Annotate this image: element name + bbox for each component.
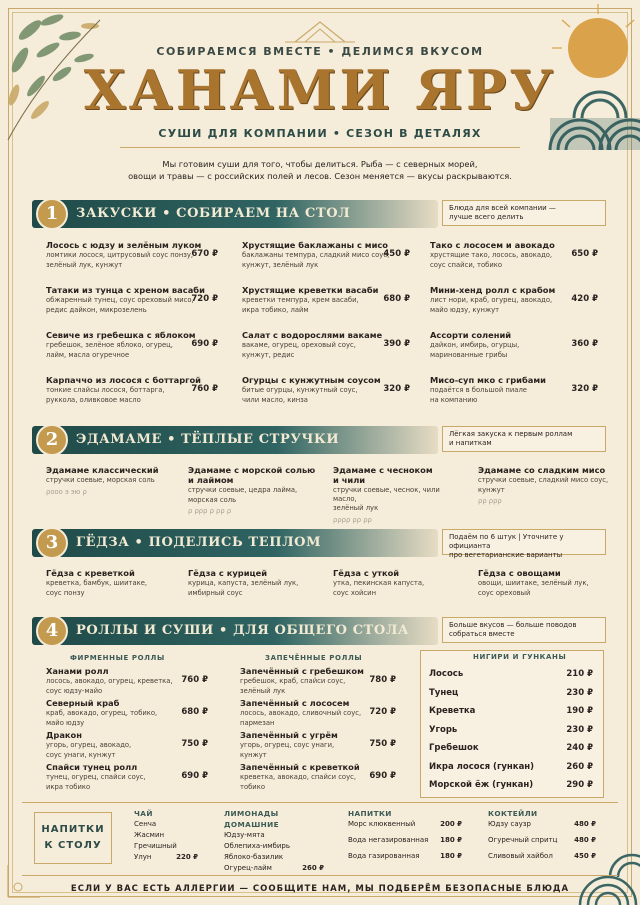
nigiri-price: 190 ₽ [566, 706, 593, 716]
drinks-label [34, 812, 112, 864]
menu-item [46, 375, 218, 404]
nigiri-row [429, 743, 593, 753]
item-price: 690 ₽ [191, 339, 218, 349]
section-title: ЭДАМАМЕ • ТЁПЛЫЕ СТРУЧКИ [76, 432, 340, 447]
item-description: овощи, шиитаке, зелёный лук, [478, 579, 589, 587]
nigiri-price: 260 ₽ [566, 761, 593, 772]
menu-item [240, 762, 396, 791]
drinks-label-line: НАПИТКИ [41, 824, 105, 835]
item-description: соус понзу [46, 588, 85, 597]
section-number: 1 [36, 198, 68, 230]
item-price: 670 ₽ [191, 249, 218, 259]
item-description: краб, авокадо, огурец, тобико, [46, 709, 158, 717]
drink-item [134, 841, 198, 852]
section-number: 3 [36, 527, 68, 559]
nigiri-name: Тунец [429, 687, 459, 698]
menu-item [240, 698, 396, 727]
menu-item [430, 330, 598, 359]
drink-item [224, 841, 324, 852]
drinks-column-head: КОКТЕЙЛИ [488, 809, 538, 818]
item-price: 750 ₽ [181, 739, 208, 749]
item-description: маринованные грибы [430, 350, 508, 359]
nigiri-name: Лосось [429, 669, 464, 679]
intro-text [110, 158, 530, 182]
drink-name: Яблоко-базилик [224, 853, 284, 861]
nigiri-price: 210 ₽ [566, 669, 593, 679]
item-name: Хрустящие креветки васаби [242, 285, 379, 295]
item-price: 420 ₽ [571, 294, 598, 304]
note-line: Больше вкусов — больше поводов [449, 621, 577, 629]
item-description: креветка, бамбук, шиитаке, [46, 579, 148, 587]
nigiri-row [429, 762, 593, 772]
item-description: лист нори, краб, огурец, авокадо, [430, 296, 553, 304]
tagline: СОБИРАЕМСЯ ВМЕСТЕ • ДЕЛИМСЯ ВКУСОМ [156, 45, 484, 58]
drink-name: Морс клюквенный [348, 820, 416, 828]
item-description: майо юдзу [46, 718, 85, 727]
item-price: 780 ₽ [369, 675, 396, 685]
drink-item [224, 852, 324, 863]
nigiri-name: Гребешок [429, 743, 479, 753]
item-description: стручки соевые, морская соль [46, 476, 155, 484]
item-description: соус юдзу-майо [46, 686, 103, 695]
section-title: РОЛЛЫ И СУШИ • ДЛЯ ОБЩЕГО СТОЛА [76, 623, 410, 638]
drinks-column-head: ЧАЙ [134, 809, 153, 818]
item-description: зелёный лук [240, 686, 286, 695]
menu-item [46, 285, 218, 314]
drink-item [134, 830, 198, 841]
menu-item [430, 375, 598, 404]
item-name: Северный краб [46, 698, 120, 708]
item-description: утка, пекинская капуста, [333, 579, 425, 587]
item-description: имбирный соус [188, 588, 243, 597]
item-description: на компанию [430, 395, 478, 404]
item-name: Эдамаме с чесноком [333, 465, 433, 475]
item-name: Мисо-суп мко с грибами [430, 375, 546, 385]
drink-name: Огуречный спритц [488, 836, 558, 844]
item-description: пармезан [240, 718, 275, 727]
drink-price: 260 ₽ [302, 864, 324, 872]
menu-item [478, 465, 610, 506]
item-description: курица, капуста, зелёный лук, [188, 579, 299, 587]
item-price: ροοο э эю ρ [46, 487, 87, 496]
drink-name: Юдзу саузр [488, 820, 531, 828]
drink-name: Юдзу-мята [224, 831, 265, 839]
drink-name: Облепиха-имбирь [224, 842, 290, 850]
menu-item [188, 465, 320, 516]
drink-name: Сливовый хайбол [488, 852, 553, 860]
item-name: и чили [333, 475, 366, 485]
item-price: 680 ₽ [181, 707, 208, 717]
item-price: 690 ₽ [369, 771, 396, 781]
item-description: соус ореховый [478, 588, 531, 597]
menu-item [46, 730, 208, 759]
item-price: 680 ₽ [383, 294, 410, 304]
item-name: Хрустящие баклажаны с мисо [242, 240, 388, 250]
item-description: баклажаны темпура, сладкий мисо соус, [242, 251, 390, 259]
item-description: стручки соевые, цедра лайма, [188, 486, 298, 494]
drink-item [488, 835, 596, 846]
item-description: зелёный лук [333, 504, 379, 512]
item-price: ρρρρ ρρ ρρ [333, 515, 372, 524]
drink-price: 480 ₽ [574, 836, 596, 844]
menu-item [430, 285, 598, 314]
item-name: Севиче из гребешка с яблоком [46, 330, 196, 340]
column-header: НИГИРИ И ГУНКАНЫ [473, 653, 567, 661]
nigiri-row [429, 725, 593, 735]
drink-name: Вода негазированная [348, 836, 429, 844]
section-header-gyoza [32, 529, 438, 557]
note-line: и напиткам [449, 439, 492, 447]
menu-item [240, 666, 396, 695]
drink-name: Гречишный [134, 842, 177, 850]
item-description: соус хойсин [333, 588, 377, 597]
item-name: Ассорти солений [430, 330, 512, 340]
item-name: Мини-хенд ролл с крабом [430, 285, 556, 295]
item-name: Огурцы с кунжутным соусом [242, 375, 381, 385]
item-price: 320 ₽ [571, 384, 598, 394]
section-header-rolls [32, 617, 438, 645]
item-description: кунжут, зелёный лук [242, 260, 319, 269]
drink-name: Огурец-лайм [224, 864, 272, 872]
note-line: Блюда для всей компании — [449, 204, 556, 212]
item-description: кунжут [478, 485, 505, 494]
menu-item [46, 666, 208, 695]
menu-item [188, 568, 320, 597]
item-description: тобико [240, 782, 265, 791]
item-description: подаётся в большой пиале [430, 386, 527, 394]
lemonade-column [224, 808, 324, 874]
item-name: Гёдза с уткой [333, 568, 400, 578]
cocktails-column [488, 808, 596, 867]
section-title: ГЁДЗА • ПОДЕЛИСЬ ТЕПЛОМ [76, 535, 322, 550]
item-price: 650 ₽ [571, 249, 598, 259]
item-description: тунец, огурец, спайси соус, [46, 773, 146, 781]
drinks-label-line: К СТОЛУ [44, 840, 102, 851]
column-header: ФИРМЕННЫЕ РОЛЛЫ [70, 654, 165, 662]
item-description: редис дайкон, микрозелень [46, 305, 147, 314]
drink-name: Сенча [134, 820, 157, 828]
item-description: кунжут [240, 750, 267, 759]
intro-line: Мы готовим суши для того, чтобы делиться. Рыба — с северных морей, [162, 159, 478, 169]
item-name: Дракон [46, 730, 82, 740]
item-name: Эдамаме с морской солью [188, 465, 316, 475]
item-name: Запечённый с креветкой [240, 762, 360, 772]
item-description: креветка, авокадо, спайси соус, [240, 773, 357, 781]
item-description: дайкон, имбирь, огурцы, [430, 341, 520, 349]
nigiri-price: 230 ₽ [566, 687, 593, 698]
item-description: гребешок, краб, спайси соус, [240, 677, 346, 685]
drink-name: Вода газированная [348, 852, 420, 860]
nigiri-name: Угорь [429, 724, 458, 735]
menu-item [242, 285, 410, 314]
item-price: 360 ₽ [571, 339, 598, 349]
section-header-edamame [32, 426, 438, 454]
item-description: лосось, авокадо, сливочный соус, [240, 709, 362, 717]
item-description: майо юдзу, кунжут [430, 305, 500, 314]
menu-item [240, 730, 396, 759]
item-description: зелёный лук, кунжут [46, 260, 123, 269]
item-price: 760 ₽ [191, 384, 218, 394]
nigiri-price: 230 ₽ [566, 724, 593, 735]
drink-item [488, 851, 596, 862]
drink-price: 200 ₽ [440, 820, 462, 828]
item-description: креветки темпура, крем васаби, [242, 296, 359, 304]
section-header-zakuski [32, 200, 438, 228]
item-price: 750 ₽ [369, 739, 396, 749]
item-name: Гёдза с креветкой [46, 568, 135, 578]
item-name: Эдамаме со сладким мисо [478, 465, 606, 475]
item-name: Карпаччо из лосося с боттаргой [46, 375, 201, 385]
item-description: чили масло, кинза [242, 395, 308, 404]
item-description: стручки соевые, чеснок, чили масло, [333, 486, 440, 503]
section-title: ЗАКУСКИ • СОБИРАЕМ НА СТОЛ [76, 206, 351, 221]
nigiri-price: 240 ₽ [566, 743, 593, 753]
item-description: угорь, огурец, авокадо, [46, 741, 132, 749]
note-line: Лёгкая закуска к первым роллам [449, 430, 573, 438]
item-description: хрустящие тако, лосось, авокадо, [430, 251, 553, 259]
drink-price: 450 ₽ [574, 852, 596, 860]
item-description: угорь, огурец, соус унаги, [240, 741, 335, 749]
drink-price: 180 ₽ [440, 836, 462, 844]
item-price: 720 ₽ [369, 707, 396, 717]
item-description: кунжут, редис [242, 350, 295, 359]
item-description: вакаме, огурец, ореховый соус, [242, 341, 356, 349]
intro-line: овощи и травы — с российских полей и лесов. Сезон меняется — вкусы раскрываются. [128, 171, 512, 181]
item-description: тонкие слайсы лосося, боттарга, [46, 386, 165, 394]
item-name: и лаймом [188, 475, 234, 485]
item-name: Гёдза с курицей [188, 568, 268, 578]
drink-item [348, 819, 462, 830]
item-name: Лосось с юдзу и зелёным луком [46, 240, 202, 250]
drink-price: 480 ₽ [574, 820, 596, 828]
subtitle: СУШИ ДЛЯ КОМПАНИИ • СЕЗОН В ДЕТАЛЯХ [158, 127, 482, 140]
item-description: стручки соевые, сладкий мисо соус, [478, 476, 609, 484]
section-note [442, 529, 606, 559]
item-description: руккола, оливковое масло [46, 395, 141, 404]
nigiri-row [429, 706, 593, 716]
menu-item [430, 240, 598, 269]
item-price: ρρ ρρρ [478, 497, 502, 505]
item-name: Запечённый с лососем [240, 698, 350, 708]
nigiri-name: Креветка [429, 706, 476, 716]
item-description: соус унаги, кунжут [46, 750, 116, 759]
item-price: 720 ₽ [191, 294, 218, 304]
menu-item [46, 568, 178, 597]
section-number: 4 [36, 615, 68, 647]
drink-item [348, 851, 462, 862]
menu-item [46, 465, 178, 496]
allergy-footer: ЕСЛИ У ВАС ЕСТЬ АЛЛЕРГИИ — СООБЩИТЕ НАМ, МЫ ПОДБЕРЁМ БЕЗОПАСНЫЕ БЛЮДА [70, 884, 570, 894]
page-title: ХАНАМИ ЯРУ [83, 58, 557, 122]
soft-drinks-column [348, 808, 462, 867]
menu-item [242, 240, 410, 269]
note-line: про вегетарианские варианты [449, 551, 563, 559]
nigiri-name: Икра лосося (гункан) [429, 761, 535, 772]
item-name: Эдамаме классический [46, 465, 159, 475]
menu-item [46, 240, 218, 269]
section-number: 2 [36, 424, 68, 456]
menu-item [46, 762, 208, 791]
item-price: 690 ₽ [181, 771, 208, 781]
item-name: Запечённый с гребешком [240, 666, 364, 676]
column-header: ЗАПЕЧЁННЫЕ РОЛЛЫ [265, 654, 363, 662]
item-name: Гёдза с овощами [478, 568, 561, 578]
item-name: Салат с водорослями вакаме [242, 330, 383, 340]
drinks-column-head: ЛИМОНАДЫ ДОМАШНИЕ [224, 809, 280, 829]
item-description: гребешок, зелёное яблоко, огурец, [46, 341, 173, 349]
item-description: икра тобико [46, 782, 91, 791]
note-line: Подаём по 6 штук | Уточните у официанта [449, 533, 564, 550]
section-note [442, 617, 606, 643]
item-price: 320 ₽ [383, 384, 410, 394]
note-line: лучше всего делить [449, 213, 524, 221]
nigiri-row [429, 780, 593, 790]
item-name: Татаки из тунца с хреном васаби [46, 285, 205, 295]
tea-column [134, 808, 198, 863]
item-name: Ханами ролл [46, 666, 109, 676]
section-note [442, 426, 606, 452]
item-name: Тако с лососем и авокадо [430, 240, 555, 250]
drink-item [348, 835, 462, 846]
item-description: соус спайси, тобико [430, 260, 503, 269]
drink-price: 180 ₽ [440, 852, 462, 860]
menu-item [242, 330, 410, 359]
drinks-column-head: НАПИТКИ [348, 809, 392, 818]
item-description: лосось, авокадо, огурец, креветка, [46, 677, 173, 685]
menu-item [333, 465, 465, 524]
nigiri-row [429, 669, 593, 679]
item-price: ρ ρρρ ρ ρρ ρ [188, 507, 232, 515]
menu-item [478, 568, 610, 597]
item-description: морская соль [188, 495, 237, 504]
item-name: Спайси тунец ролл [46, 762, 138, 772]
section-note [442, 200, 606, 226]
nigiri-name: Морской ёж (гункан) [429, 780, 534, 790]
item-description: ломтики лосося, цитрусовый соус понзу, [46, 251, 194, 259]
nigiri-price: 290 ₽ [566, 780, 593, 790]
item-description: обжаренный тунец, соус ореховый мисо, [46, 296, 194, 304]
drink-name: Улун [134, 853, 152, 861]
art-deco-ornament-icon [285, 16, 355, 44]
nigiri-box [420, 650, 604, 798]
drink-name: Жасмин [134, 831, 165, 839]
item-price: 390 ₽ [383, 339, 410, 349]
item-description: лайм, масла огуречное [46, 350, 130, 359]
menu-item [46, 698, 208, 727]
menu-item [242, 375, 410, 404]
item-price: 450 ₽ [383, 249, 410, 259]
menu-item [46, 330, 218, 359]
note-line: собраться вместе [449, 630, 515, 638]
header-divider [120, 147, 520, 148]
item-price: 760 ₽ [181, 675, 208, 685]
nigiri-row [429, 688, 593, 698]
drink-item [224, 830, 324, 841]
menu-item [333, 568, 465, 597]
item-description: битые огурцы, кунжутный соус, [242, 386, 358, 394]
item-description: икра тобико, лайм [242, 305, 309, 314]
drink-price: 220 ₽ [176, 853, 198, 861]
item-name: Запечённый с угрём [240, 730, 338, 740]
drink-item [488, 819, 596, 830]
drink-item [134, 819, 198, 830]
